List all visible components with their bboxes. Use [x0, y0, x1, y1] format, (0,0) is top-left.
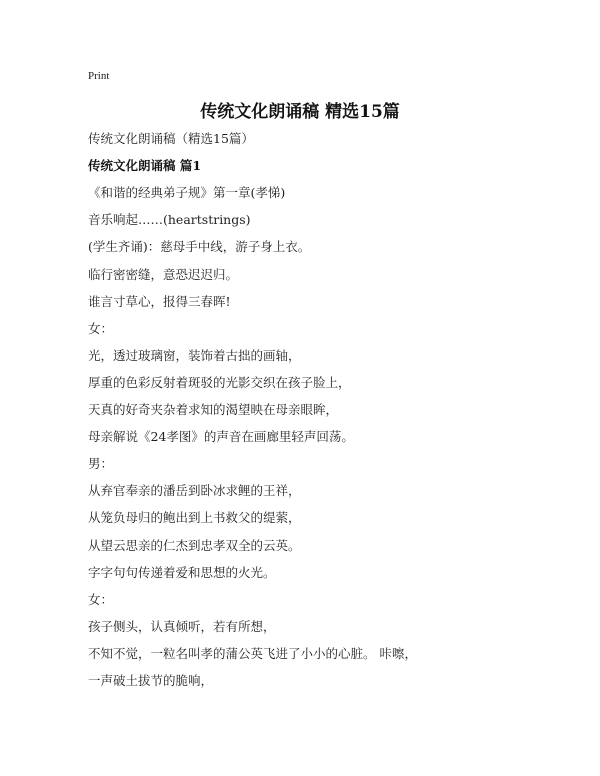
body-line: 天真的好奇夹杂着求知的渴望映在母亲眼眸，: [88, 402, 339, 417]
body-line: 音乐响起……(heartstrings): [88, 212, 251, 228]
print-label: Print: [88, 70, 110, 82]
body-line: 从望云思亲的仁杰到忠孝双全的云英。: [88, 537, 301, 553]
document-title: 传统文化朗诵稿 精选15篇: [200, 102, 400, 122]
body-line: 女：: [88, 591, 114, 607]
body-line: 传统文化朗诵稿（精选15篇）: [88, 131, 254, 146]
body-line: 《和谐的经典弟子规》第一章(孝悌): [88, 185, 286, 201]
body-line: 从笼负母归的鲍出到上书救父的缇萦，: [88, 510, 301, 526]
body-line: 厚重的色彩反射着斑驳的光影交织在孩子脸上，: [88, 374, 351, 390]
body-line: 谁言寸草心，报得三春晖!: [88, 293, 231, 309]
body-line: (学生齐诵)：慈母手中线，游子身上衣。: [88, 239, 311, 255]
section-heading: 传统文化朗诵稿 篇1: [88, 158, 202, 174]
body-line: 母亲解说《24孝图》的声音在画廊里轻声回荡。: [88, 429, 354, 445]
body-line: 男：: [88, 456, 114, 472]
body-line: 不知不觉，一粒名叫孝的蒲公英飞进了小小的心脏。 咔嚓，: [88, 645, 417, 661]
body-line: 从弃官奉亲的潘岳到卧冰求鲤的王祥，: [88, 483, 301, 499]
body-line: 一声破土拔节的脆响，: [88, 673, 214, 688]
body-line: 孩子侧头，认真倾听，若有所想，: [88, 618, 276, 634]
body-line: 临行密密缝，意恐迟迟归。: [88, 266, 239, 282]
body-line: 女：: [88, 320, 114, 336]
body-line: 光，透过玻璃窗，装饰着古拙的画轴，: [88, 347, 301, 363]
body-line: 字字句句传递着爱和思想的火光。: [88, 564, 276, 580]
